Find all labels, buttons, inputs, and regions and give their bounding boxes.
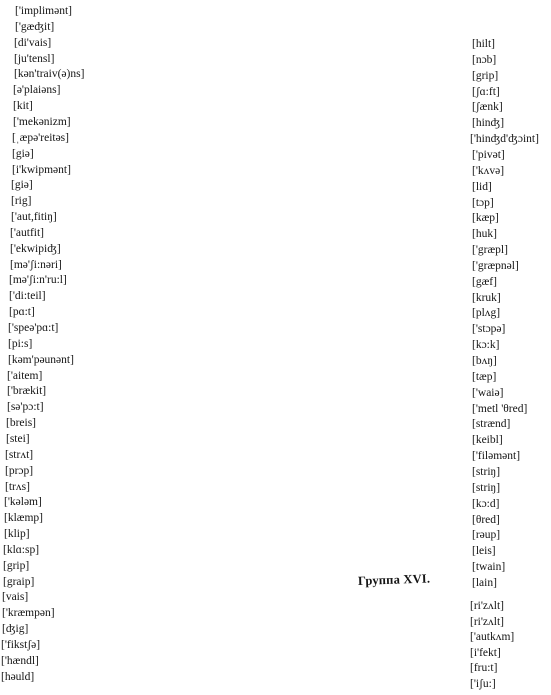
transcription-entry: [keibl]: [472, 434, 503, 447]
transcription-entry: [sə'pɔ:t]: [7, 401, 44, 414]
transcription-entry: [ʃænk]: [472, 101, 503, 114]
transcription-entry: [klæmp]: [4, 512, 43, 525]
transcription-entry: [grip]: [472, 69, 499, 82]
transcription-entry: [breis]: [6, 417, 37, 430]
transcription-entry: [kɔ:d]: [472, 497, 500, 510]
transcription-entry: [kən'traiv(ə)ns]: [14, 68, 85, 81]
transcription-entry: [tɔp]: [472, 196, 494, 209]
transcription-entry: [kɔ:k]: [472, 339, 500, 352]
transcription-entry: [tæp]: [472, 370, 497, 383]
transcription-entry: [ri'zʌlt]: [470, 600, 505, 612]
transcription-entry: [leis]: [472, 545, 496, 558]
transcription-entry: [i'fekt]: [470, 646, 501, 659]
transcription-entry: [giə]: [11, 179, 33, 192]
transcription-entry: ['kræmpən]: [2, 607, 55, 620]
transcription-entry: ['kələm]: [4, 496, 42, 509]
transcription-entry: [pi:s]: [8, 337, 33, 350]
transcription-entry: [ʃɑ:ft]: [472, 85, 500, 98]
transcription-entry: [θred]: [472, 513, 500, 526]
transcription-entry: [hilt]: [472, 38, 495, 50]
transcription-entry: [kit]: [13, 100, 33, 113]
transcription-entry: [stei]: [6, 432, 30, 445]
transcription-entry: [pɑ:t]: [9, 306, 35, 319]
transcription-entry: ['græpl]: [472, 244, 508, 257]
transcription-entry: [ˌæpə'reitəs]: [12, 131, 69, 144]
transcription-entry: [plʌg]: [472, 307, 501, 320]
transcription-entry: [bʌŋ]: [472, 355, 497, 367]
transcription-entry: ['di:teil]: [9, 290, 46, 303]
group-heading: Группа XVI.: [357, 571, 431, 588]
transcription-entry: ['hinʤd'ʤɔint]: [470, 133, 539, 146]
transcription-entry: ['hændl]: [1, 654, 39, 667]
transcription-entry: ['kʌvə]: [472, 164, 505, 177]
transcription-entry: ['waiə]: [472, 386, 504, 399]
transcription-entry: ['ekwipiʤ]: [10, 242, 61, 255]
transcription-entry: [lid]: [472, 180, 492, 193]
transcription-entry: [kəm'pəunənt]: [8, 353, 74, 366]
transcription-entry: [huk]: [472, 228, 497, 241]
transcription-entry: [striŋ]: [472, 481, 501, 494]
transcription-entry: [vais]: [2, 591, 29, 604]
transcription-entry: ['brækit]: [7, 385, 47, 398]
transcription-entry: [hinʤ]: [472, 117, 505, 130]
transcription-entry: ['græpnəl]: [472, 259, 519, 272]
transcription-entry: ['metl 'θred]: [472, 402, 528, 415]
transcription-entry: [klɑ:sp]: [3, 543, 40, 556]
transcription-entry: [graip]: [3, 575, 35, 588]
transcription-entry: [trʌs]: [5, 480, 30, 493]
transcription-entry: [rig]: [11, 195, 32, 208]
transcription-entry: ['autkʌm]: [470, 631, 515, 644]
transcription-entry: ['iʃu:]: [470, 678, 496, 690]
transcription-entry: [striŋ]: [472, 465, 501, 478]
transcription-entry: ['stɔpə]: [472, 323, 506, 336]
transcription-entry: [ju'tensl]: [14, 52, 55, 65]
transcription-entry: ['aitem]: [7, 369, 43, 382]
transcription-entry: [i'kwipmənt]: [12, 163, 71, 176]
transcription-entry: [kruk]: [472, 291, 501, 304]
transcription-entry: [lain]: [472, 576, 497, 589]
transcription-entry: ['aut,fitiŋ]: [11, 211, 57, 224]
transcription-entry: ['fikstʃə]: [1, 639, 41, 651]
transcription-entry: [strænd]: [472, 418, 511, 431]
transcription-entry: [strʌt]: [5, 448, 34, 461]
transcription-entry: ['filəmənt]: [472, 450, 521, 463]
transcription-entry: [kæp]: [472, 212, 499, 225]
transcription-entry: [ə'plaiəns]: [13, 84, 61, 97]
transcription-entry: ['mekənizm]: [13, 115, 71, 128]
transcription-entry: ['autfit]: [10, 226, 45, 239]
transcription-entry: [prɔp]: [5, 464, 34, 477]
transcription-entry: [giə]: [12, 147, 34, 160]
transcription-entry: [ri'zʌlt]: [470, 615, 505, 628]
transcription-entry: ['implimənt]: [15, 5, 73, 17]
transcription-entry: [twain]: [472, 561, 506, 574]
transcription-entry: [mə'ʃi:nəri]: [10, 258, 62, 271]
transcription-entry: [rəup]: [472, 529, 501, 542]
transcription-entry: [gæf]: [472, 275, 497, 288]
transcription-entry: [nɔb]: [472, 53, 497, 66]
transcription-entry: [di'vais]: [14, 36, 52, 49]
transcription-entry: [fru:t]: [470, 662, 498, 675]
transcription-entry: [klip]: [4, 528, 30, 541]
transcription-entry: [mə'ʃi:n'ru:l]: [9, 274, 67, 287]
transcription-entry: ['speə'pɑ:t]: [8, 322, 59, 334]
transcription-entry: ['gæʤit]: [15, 20, 55, 33]
transcription-entry: [grip]: [3, 559, 30, 572]
transcription-entry: [ʤig]: [2, 623, 29, 636]
transcription-entry: ['pivət]: [472, 148, 505, 161]
transcription-entry: [həuld]: [1, 670, 35, 683]
